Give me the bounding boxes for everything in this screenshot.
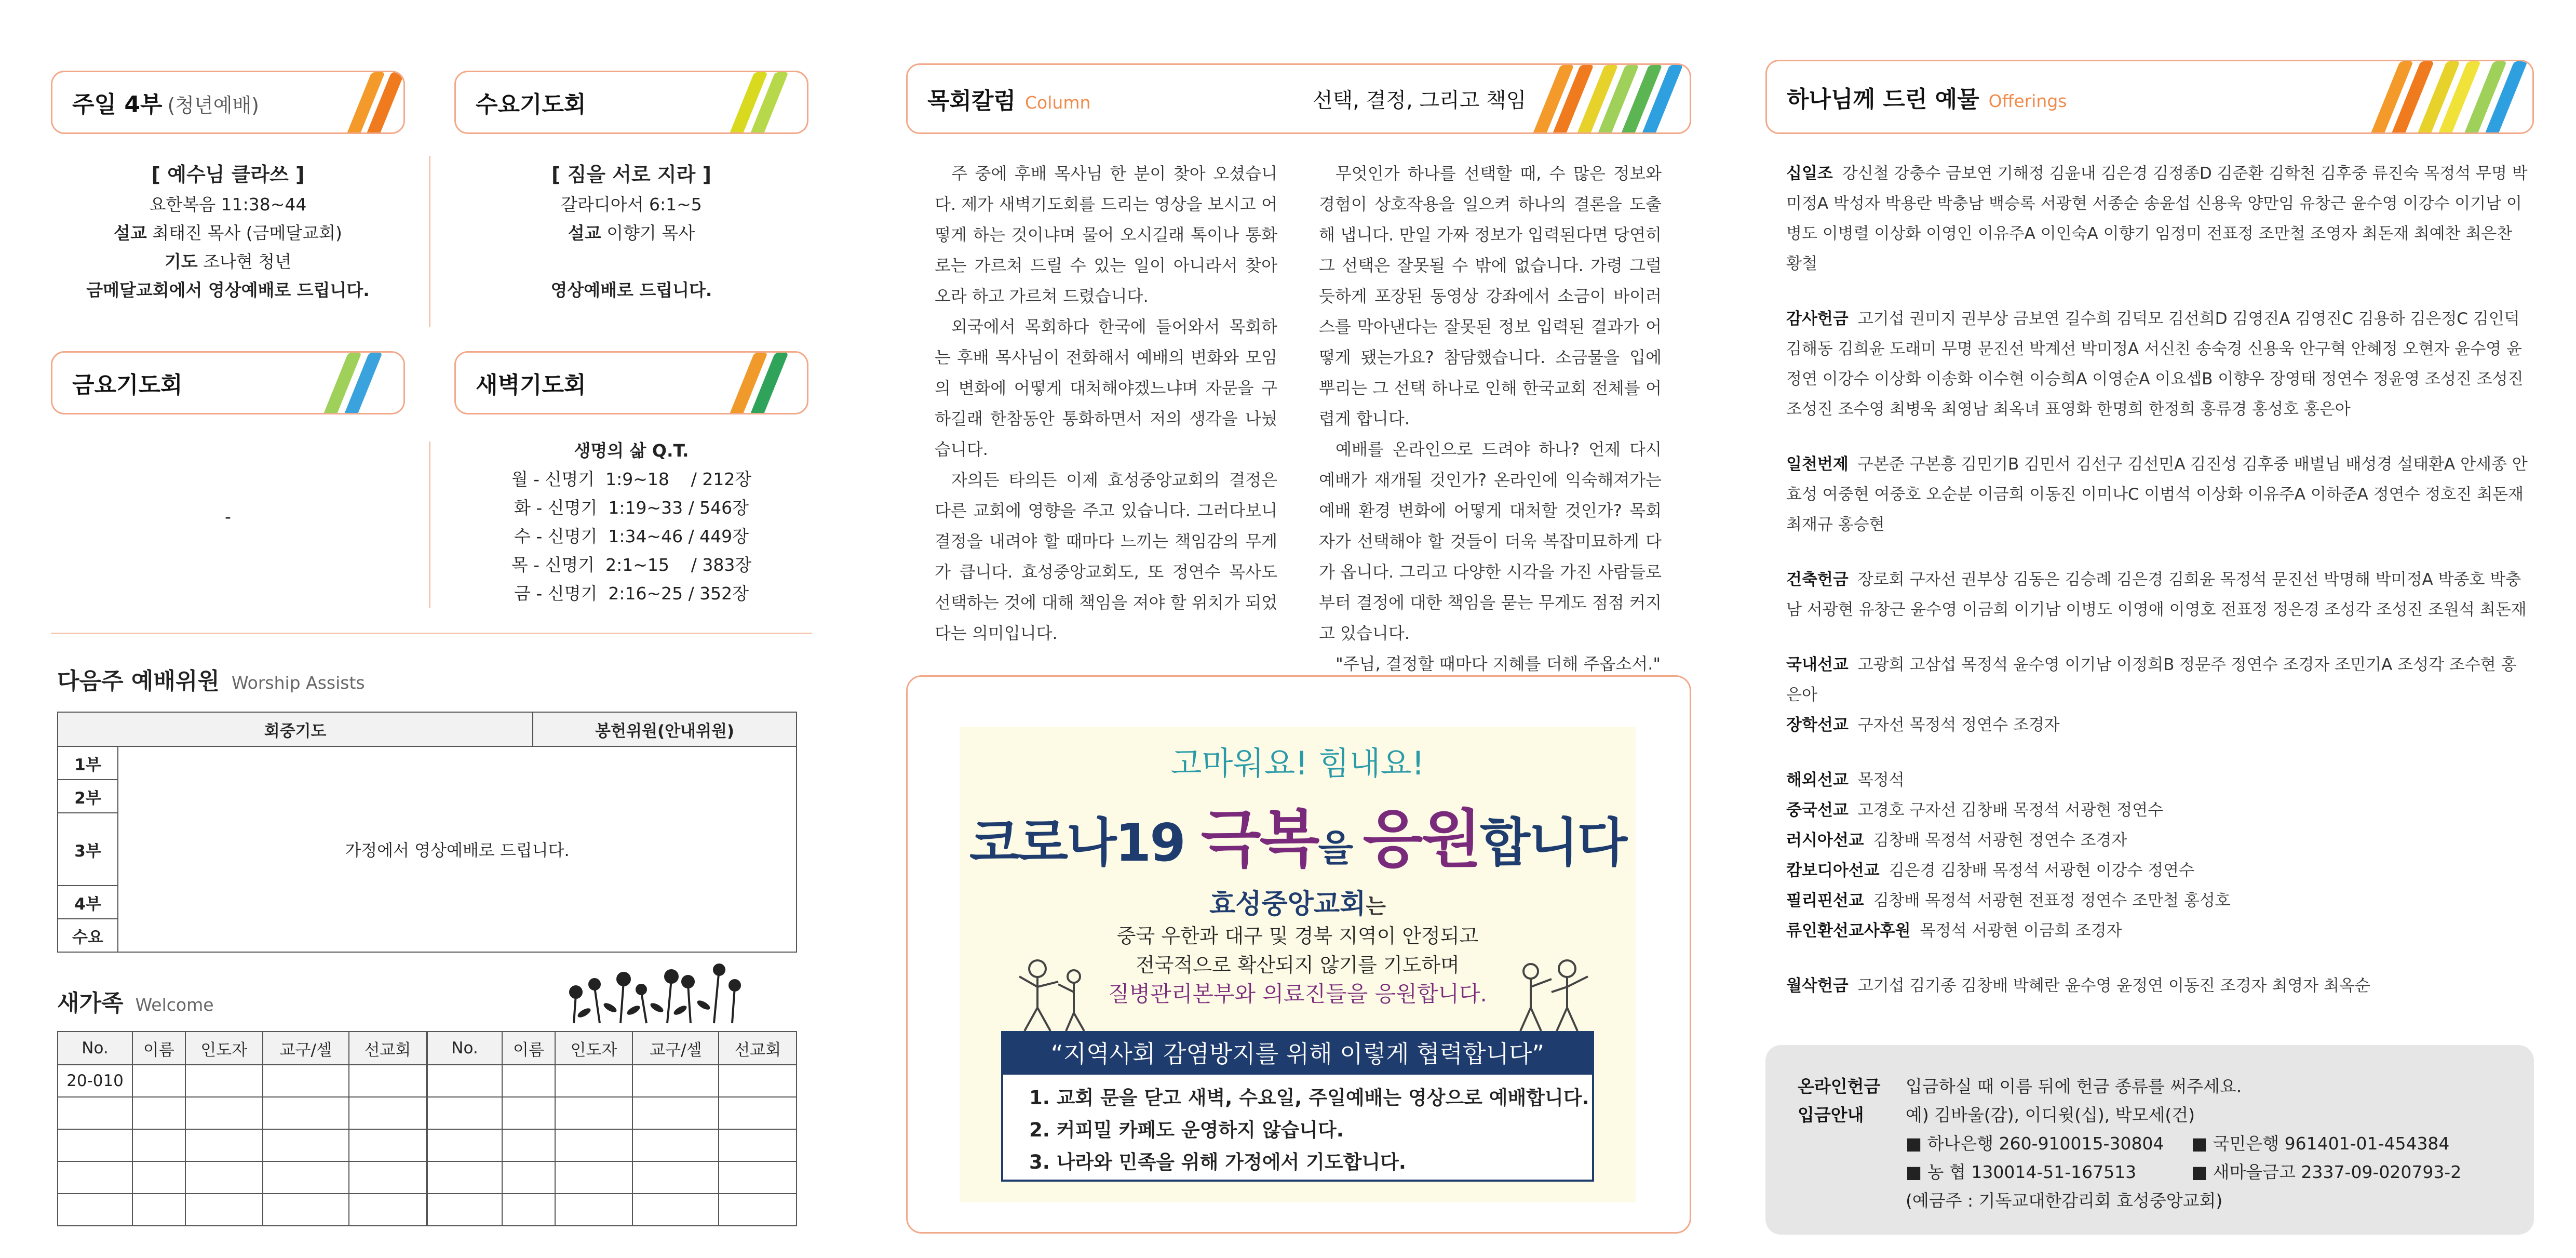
headline-e: 합니다	[1480, 812, 1626, 873]
offering-group	[1786, 304, 2529, 424]
column-paragraph: "주님, 결정할 때마다 지혜를 더해 주옵소서."	[1336, 654, 1661, 674]
offering-group	[1786, 650, 2529, 710]
flowers-illustration	[558, 963, 745, 1026]
wednesday-content	[454, 159, 808, 304]
welcome-eng: Welcome	[135, 995, 214, 1015]
bank-account: ■ 국민은행 961401-01-454384	[2191, 1133, 2450, 1154]
dawn-reading: 화 - 신명기 1:19~33 / 546장	[514, 498, 749, 518]
offerings-title: 하나님께 드린 예물	[1787, 86, 1979, 113]
dawn-reading: 수 - 신명기 1:34~46 / 449장	[514, 526, 749, 546]
wednesday-header	[454, 71, 808, 134]
offering-type: 감사헌금	[1786, 310, 1849, 328]
bank-account: ■ 새마을금고 2337-09-020793-2	[2191, 1162, 2462, 1182]
column-paragraph: 무엇인가 하나를 선택할 때, 수 많은 정보와 경험이 상호작용을 일으켜 하나의 결론을 도출해 냅니다. 만일 가짜 정보가 입력된다면 당연히 그 선택은 잘못될 수 밖에 없습니다. 가령 그럴듯하게 포장된 동영상 강좌에서 소금이 바이러스를 막아낸다는 잘못된 정보 입력된 결과가 어떻게 됐는가요? 참담했습니다. 소금물을 입에 뿌리는 그 선택 하나로 인해 한국교회 전체를 어렵게 합니다.	[1319, 164, 1662, 429]
offering-names: 장로회 구자선 권부상 김동은 김승례 김은경 김희윤 목정석 문진선 박명해 박미정A 박종호 박충남 서광현 유창근 윤수영 이금희 이기남 이병도 이영애 이영호 전표정 정은경 조성각 조성진 조원석 최돈재	[1786, 570, 2527, 619]
dawn-reading: 목 - 신명기 2:1~15 / 383장	[511, 555, 752, 575]
header-mission: 선교회	[719, 1032, 797, 1065]
wednesday-title: 수요기도회	[476, 91, 586, 118]
header-mission: 선교회	[349, 1032, 426, 1065]
header-cell: 교구/셀	[632, 1032, 719, 1065]
offering-names: 고광희 고삼섭 목정석 윤수영 이기남 이정희B 정문주 정연수 조경자 조민기A 조성각 조수현 홍은아	[1786, 655, 2517, 704]
medical-staff-illustration	[1006, 956, 1095, 1034]
offering-type: 중국선교	[1786, 801, 1849, 820]
offering-group	[1786, 886, 2529, 916]
info-content	[1906, 1072, 2461, 1215]
poster-line: 질병관리본부와 의료진들을 응원합니다.	[1108, 981, 1487, 1007]
column-subject: 선택, 결정, 그리고 책임	[1313, 88, 1527, 113]
headline-d: 응원	[1363, 804, 1480, 876]
poster-church: 효성중앙교회	[1209, 889, 1366, 920]
sunday4-content	[51, 159, 405, 304]
column-title: 목회칼럼	[927, 88, 1016, 114]
dawn-content	[454, 436, 808, 608]
friday-title: 금요기도회	[72, 372, 183, 398]
offering-group	[1786, 795, 2529, 825]
poster-item: 1. 교회 문을 닫고 새벽, 수요일, 주일예배는 영상으로 예배합니다.	[1029, 1087, 1589, 1109]
sunday4-prayer: 조나현 청년	[203, 251, 292, 272]
offering-type: 일천번제	[1786, 455, 1849, 474]
offering-type: 십일조	[1786, 164, 1833, 183]
wednesday-sermon: 이향기 목사	[606, 223, 695, 243]
qt-title: 생명의 삶 Q.T.	[574, 440, 689, 461]
header-no: No.	[58, 1032, 132, 1065]
column-right-text	[1319, 158, 1662, 679]
header-name: 이름	[502, 1032, 555, 1065]
wednesday-heading: [ 짐을 서로 지라 ]	[551, 163, 711, 186]
offering-names: 고경호 구자선 김창배 목정석 서광현 정연수	[1857, 801, 2164, 820]
col-offering: 봉헌위원(안내위원)	[533, 712, 797, 746]
worship-assists-title: 다음주 예배위원	[57, 668, 220, 694]
welcome-no: 20-010	[58, 1065, 132, 1097]
offering-group	[1786, 855, 2529, 886]
offering-group	[1786, 971, 2529, 1001]
header-guide: 인도자	[555, 1032, 633, 1065]
welcome-table-left	[57, 1031, 427, 1226]
poster-item: 2. 커피밀 카페도 운영하지 않습니다.	[1029, 1119, 1344, 1141]
bank-account: ■ 하나은행 260-910015-30804	[1906, 1133, 2164, 1154]
offering-group	[1786, 916, 2529, 946]
offering-type: 월삭헌금	[1786, 976, 1849, 995]
sunday4-title: 주일 4부	[72, 91, 163, 118]
offering-names: 구자선 목정석 정연수 조경자	[1857, 716, 2060, 734]
poster-item: 3. 나라와 민족을 위해 가정에서 기도합니다.	[1029, 1151, 1406, 1173]
offering-names: 고기섭 김기종 김창배 박혜란 윤수영 윤정연 이동진 조경자 최영자 최옥순	[1857, 976, 2370, 995]
worship-assists-eng: Worship Assists	[231, 673, 365, 693]
sunday4-note: 금메달교회에서 영상예배로 드립니다.	[86, 280, 370, 300]
offering-type: 해외선교	[1786, 771, 1849, 789]
column-left-text	[935, 158, 1277, 649]
sermon-label: 설교	[568, 223, 601, 243]
column-paragraph: 주 중에 후배 목사님 한 분이 찾아 오셨습니다. 제가 새벽기도회를 드리는 영상을 보시고 어떻게 하는 것이냐며 물어 오시길래 톡이나 통화로는 가르쳐 드릴 수 있는 일이 아니라서 찾아 오라 하고 가르쳐 드렸습니다.	[935, 164, 1277, 306]
offering-type: 건축헌금	[1786, 570, 1849, 589]
poster-banner-box	[1001, 1031, 1594, 1182]
sermon-label: 설교	[114, 223, 147, 243]
poster-banner: “지역사회 감염방지를 위해 이렇게 협력합니다”	[1003, 1033, 1592, 1075]
offering-group	[1786, 565, 2529, 625]
worship-note: 가정에서 영상예배로 드립니다.	[118, 746, 797, 952]
column-header	[906, 63, 1691, 134]
offerings-list	[1786, 158, 2529, 1001]
poster-line: 전국적으로 확산되지 않기를 기도하며	[1136, 954, 1460, 976]
dawn-reading: 월 - 신명기 1:9~18 / 212장	[511, 469, 752, 489]
prayer-label: 기도	[164, 251, 198, 272]
wednesday-scripture: 갈라디아서 6:1~5	[561, 194, 702, 215]
column-paragraph: 예배를 온라인으로 드려야 하나? 언제 다시 예배가 재개될 것인가? 온라인에 익숙해져가는 예배 환경 변화에 어떻게 대처할 것인가? 목회자가 선택해야 할 것들이 더욱 복잡미묘하게 다가 옵니다. 그리고 다양한 시각을 가진 사람들로부터 결정에 대한 책임을 묻는 무게도 점점 커지고 있습니다.	[1319, 439, 1662, 643]
header-guide: 인도자	[185, 1032, 263, 1065]
info-line: 입금하실 때 이름 뒤에 헌금 종류를 써주세요.	[1906, 1076, 2242, 1096]
column-eng: Column	[1025, 92, 1091, 113]
column-divider	[429, 441, 430, 608]
info-label: 입금안내	[1798, 1105, 1864, 1125]
offering-group	[1786, 158, 2529, 279]
offering-group	[1786, 710, 2529, 740]
offering-names: 강신철 강충수 금보연 기해정 김윤내 김은경 김정종D 김준환 김학천 김후중 류진숙 목정석 무명 박미정A 박성자 박용란 박충남 백승록 서광현 서종순 송윤섭 신용욱 양만임 유창근 윤수영 이강수 이기남 이병도 이병렬 이상화 이영인 이유주A 이인숙A 이향기 임정미 전표정 조만철 조영자 최돈재 최예찬 최은찬 황철	[1786, 164, 2528, 273]
welcome-table-right	[427, 1031, 797, 1226]
offering-group	[1786, 765, 2529, 795]
friday-header	[51, 351, 405, 414]
info-line: (예금주 : 기독교대한감리회 효성중앙교회)	[1906, 1190, 2223, 1211]
col-prayer: 회중기도	[58, 712, 533, 746]
header-name: 이름	[132, 1032, 185, 1065]
poster-headline	[960, 789, 1636, 879]
bank-account: ■ 농 협 130014-51-167513	[1906, 1162, 2137, 1182]
info-line: 예) 김바울(감), 이디윗(십), 박모세(건)	[1906, 1105, 2195, 1125]
offerings-header	[1765, 60, 2534, 134]
offering-names: 김은경 김창배 목정석 서광현 이강수 정연수	[1889, 861, 2194, 880]
welcome-tables	[57, 1031, 797, 1226]
offering-type: 필리핀선교	[1786, 891, 1864, 910]
offering-names: 구본준 구본흥 김민기B 김민서 김선구 김선민A 김진성 김후중 배별님 배성경 설태환A 안세종 안효성 여중현 여중호 오순분 이금희 이동진 이미나C 이범석 이상화 이유주A 이하준A 정연수 정호진 최돈재 최재규 홍승현	[1786, 455, 2528, 534]
headline-a: 코로나19	[969, 812, 1201, 873]
welcome-heading	[57, 984, 214, 1018]
worship-assists-table	[57, 712, 797, 953]
dawn-title: 새벽기도회	[476, 372, 586, 398]
offering-group	[1786, 449, 2529, 540]
section-divider	[51, 633, 812, 634]
poster-church-suffix: 는	[1366, 894, 1386, 918]
info-labels	[1798, 1072, 1880, 1129]
dawn-header	[454, 351, 808, 414]
row-label: 수요	[58, 919, 118, 952]
column-divider	[429, 156, 430, 327]
poster-line: 중국 우한과 대구 및 경북 지역이 안정되고	[1116, 925, 1479, 947]
online-offering-box	[1765, 1045, 2534, 1235]
welcome-title: 새가족	[57, 990, 124, 1016]
friday-content: -	[225, 506, 231, 527]
offering-type: 러시아선교	[1786, 831, 1864, 850]
medical-staff-illustration	[1505, 956, 1593, 1034]
headline-b: 극복	[1201, 804, 1318, 876]
sunday4-sub: (청년예배)	[167, 94, 259, 117]
info-label: 온라인헌금	[1798, 1076, 1881, 1096]
offering-group	[1786, 825, 2529, 855]
header-cell: 교구/셀	[263, 1032, 349, 1065]
headline-c: 을	[1318, 827, 1363, 869]
offerings-eng: Offerings	[1988, 90, 2067, 111]
sunday4-sermon: 최태진 목사 (금메달교회)	[152, 223, 342, 243]
worship-assists-heading	[57, 662, 365, 695]
column-paragraph: 자의든 타의든 이제 효성중앙교회의 결정은 다른 교회에 영향을 주고 있습니다. 그러다보니 결정을 내려야 할 때마다 느끼는 책임감의 무게가 큽니다. 효성중앙교회도, 또 정연수 목사도 선택하는 것에 대해 책임을 져야 할 위치가 되었다는 의미입니다.	[935, 470, 1277, 643]
poster-tagline: 고마워요! 힘내요!	[1170, 744, 1425, 782]
row-label: 2부	[58, 780, 118, 813]
offering-type: 류인환선교사후원	[1786, 921, 1911, 940]
header-no: No.	[427, 1032, 502, 1065]
row-label: 1부	[58, 746, 118, 780]
offering-names: 고기섭 권미지 권부상 금보연 길수희 김덕모 김선희D 김영진A 김영진C 김용하 김은정C 김인덕 김해동 김희윤 도래미 무명 문진선 박계선 박미정A 서신친 송숙경 신용욱 안구혁 안혜정 오현자 윤수영 윤정연 이강수 이상화 이송화 이수현 이승희A 이영순A 이요셉B 이향우 장영태 정연수 정윤영 조성진 조성진 조성진 조수영 최병욱 최영남 최옥녀 표영화 한명희 한정희 홍류경 홍성호 홍은아	[1786, 310, 2524, 419]
row-label: 3부	[58, 813, 118, 886]
offering-type: 캄보디아선교	[1786, 861, 1880, 880]
offering-names: 김창배 목정석 서광현 정연수 조경자	[1873, 831, 2127, 850]
offering-names: 김창배 목정석 서광현 전표정 정연수 조만철 홍성호	[1873, 891, 2231, 910]
row-label: 4부	[58, 886, 118, 919]
offering-names: 목정석 서광현 이금희 조경자	[1920, 921, 2122, 940]
column-paragraph: 외국에서 목회하다 한국에 들어와서 목회하는 후배 목사님이 전화해서 예배의 변화와 모임의 변화에 어떻게 대처해야겠느냐며 자문을 구하길래 한참동안 통화하면서 저의 생각을 나눴습니다.	[935, 317, 1277, 459]
poster-church-line	[960, 882, 1636, 921]
offering-names: 목정석	[1857, 771, 1905, 789]
wednesday-note: 영상예배로 드립니다.	[550, 280, 712, 300]
poster	[960, 727, 1636, 1202]
dawn-reading: 금 - 신명기 2:16~25 / 352장	[514, 583, 749, 604]
offering-type: 장학선교	[1786, 716, 1849, 734]
offering-type: 국내선교	[1786, 655, 1849, 674]
sunday4-header	[51, 71, 405, 134]
sunday4-heading: [ 예수님 클라쓰 ]	[151, 163, 305, 186]
sunday4-scripture: 요한복음 11:38~44	[149, 194, 307, 215]
